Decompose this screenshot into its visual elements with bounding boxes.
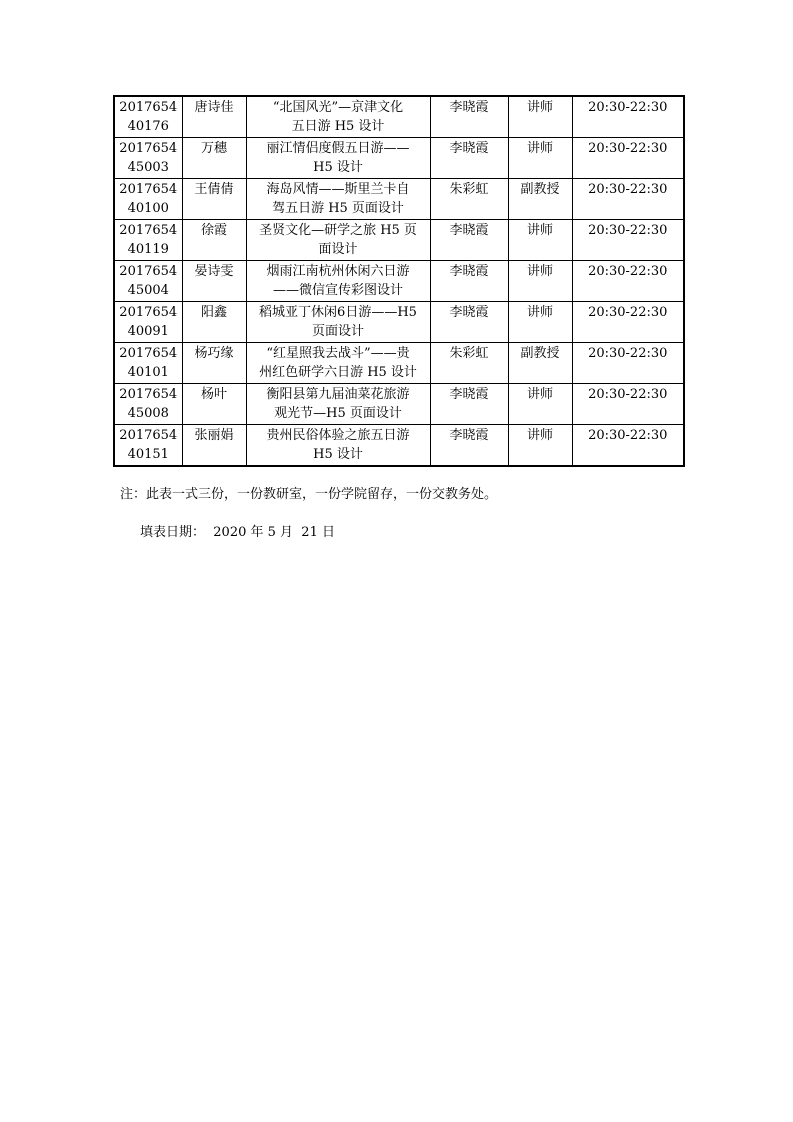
student-name-cell [182,179,246,220]
time-cell [572,343,684,384]
time-cell-line: 20:30-22:30 [588,264,668,279]
student-name-cell [182,343,246,384]
advisor-cell [430,261,508,302]
advisor-title-cell-line: 讲师 [526,141,553,156]
advisor-title-cell-line: 讲师 [526,305,553,320]
student-id-cell-line: 2017654 [119,428,178,443]
table-note: 注：此表一式三份，一份教研室，一份学院留存，一份交教务处。 [120,487,498,502]
time-cell-line: 20:30-22:30 [588,141,668,156]
student-name-cell-line: 杨巧缘 [194,346,234,361]
student-id-cell-line: 45003 [127,160,169,175]
time-cell-line: 20:30-22:30 [588,428,668,443]
student-id-cell [114,343,182,384]
advisor-title-cell-line: 副教授 [520,182,560,197]
topic-cell-line: “北国风光”—京津文化 [272,100,404,115]
topic-cell-line: 稻城亚丁休闲6日游——H5 [259,305,417,320]
advisor-cell [430,220,508,261]
time-cell-line: 20:30-22:30 [588,387,668,402]
time-cell [572,384,684,425]
topic-cell-line: 州红色研学六日游 H5 设计 [259,365,417,380]
student-name-cell [182,261,246,302]
student-name-cell-line: 徐霞 [200,223,227,238]
advisor-title-cell [508,220,572,261]
advisor-cell-line: 朱彩虹 [449,182,489,197]
student-id-cell-line: 2017654 [119,305,178,320]
topic-cell-line: 页面设计 [311,324,364,339]
table-body [114,96,684,466]
student-id-cell [114,220,182,261]
advisor-title-cell [508,302,572,343]
table-row [114,343,684,384]
topic-cell-line: “红星照我去战斗”——贵 [266,346,410,361]
advisor-cell-line: 朱彩虹 [449,346,489,361]
time-cell-line: 20:30-22:30 [588,100,668,115]
advisor-title-cell-line: 讲师 [526,100,553,115]
time-cell-line: 20:30-22:30 [588,182,668,197]
topic-cell-line: 驾五日游 H5 页面设计 [272,201,404,216]
student-name-cell [182,220,246,261]
advisor-cell-line: 李晓霞 [449,387,489,402]
student-name-cell-line: 唐诗佳 [194,100,234,115]
topic-cell [246,425,430,467]
student-id-cell-line: 2017654 [119,182,178,197]
topic-cell-line: 观光节—H5 页面设计 [274,406,402,421]
student-name-cell [182,425,246,467]
time-cell [572,261,684,302]
student-id-cell [114,261,182,302]
student-id-cell [114,179,182,220]
time-cell [572,220,684,261]
table-row [114,96,684,138]
advisor-title-cell [508,384,572,425]
time-cell-line: 20:30-22:30 [588,305,668,320]
student-id-cell-line: 45008 [127,406,169,421]
student-name-cell [182,384,246,425]
topic-cell [246,302,430,343]
advisor-cell [430,384,508,425]
time-cell [572,302,684,343]
topic-cell-line: 衡阳县第九届油菜花旅游 [266,387,410,402]
student-id-cell-line: 2017654 [119,387,178,402]
fill-date-value: 2020 年 5 月 21 日 [213,525,335,540]
table-row [114,384,684,425]
advisor-title-cell [508,343,572,384]
advisor-title-cell [508,261,572,302]
advisor-cell [430,138,508,179]
topic-cell [246,261,430,302]
topic-cell-line: 丽江情侣度假五日游—— [266,141,410,156]
student-name-cell-line: 王倩倩 [194,182,234,197]
time-cell [572,425,684,467]
time-cell [572,96,684,138]
advisor-title-cell-line: 讲师 [526,223,553,238]
student-id-cell-line: 2017654 [119,141,178,156]
topic-cell [246,138,430,179]
advisor-cell [430,302,508,343]
advisor-title-cell [508,425,572,467]
topic-cell-line: 烟雨江南杭州休闲六日游 [266,264,410,279]
student-id-cell-line: 40151 [127,447,169,462]
topic-cell-line: ——微信宣传彩图设计 [272,283,403,298]
advisor-cell [430,179,508,220]
advisor-cell [430,343,508,384]
student-name-cell-line: 阳鑫 [200,305,227,320]
student-id-cell [114,302,182,343]
topic-cell-line: 贵州民俗体验之旅五日游 [266,428,410,443]
advisor-cell-line: 李晓霞 [449,141,489,156]
advisor-cell [430,425,508,467]
time-cell-line: 20:30-22:30 [588,346,668,361]
fill-date [140,524,335,542]
student-name-cell-line: 晏诗雯 [194,264,234,279]
advisor-cell-line: 李晓霞 [449,264,489,279]
time-cell-line: 20:30-22:30 [588,223,668,238]
advisor-title-cell-line: 讲师 [526,387,553,402]
advisor-cell [430,96,508,138]
topic-cell [246,220,430,261]
time-cell [572,179,684,220]
topic-cell [246,96,430,138]
student-id-cell-line: 40101 [127,365,169,380]
student-name-cell-line: 张丽娟 [194,428,234,443]
student-name-cell [182,138,246,179]
topic-cell [246,179,430,220]
student-id-cell-line: 2017654 [119,100,178,115]
fill-date-label: 填表日期： [140,525,206,540]
student-id-cell-line: 2017654 [119,264,178,279]
student-id-cell-line: 2017654 [119,223,178,238]
table-row [114,138,684,179]
student-id-cell [114,138,182,179]
student-name-cell-line: 万穗 [200,141,227,156]
student-id-cell-line: 40119 [127,242,169,257]
advisor-cell-line: 李晓霞 [449,428,489,443]
advisor-title-cell [508,96,572,138]
defense-schedule-table [113,95,685,467]
advisor-title-cell-line: 副教授 [520,346,560,361]
student-id-cell [114,384,182,425]
topic-cell-line: H5 设计 [313,160,363,175]
advisor-title-cell-line: 讲师 [526,428,553,443]
student-name-cell-line: 杨叶 [200,387,227,402]
topic-cell-line: 圣贤文化—研学之旅 H5 页 [259,223,417,238]
advisor-title-cell-line: 讲师 [526,264,553,279]
topic-cell-line: 海岛风情——斯里兰卡自 [266,182,410,197]
table-row [114,220,684,261]
table-row [114,302,684,343]
student-id-cell-line: 40176 [127,119,169,134]
advisor-cell-line: 李晓霞 [449,305,489,320]
table-row [114,425,684,467]
advisor-title-cell [508,138,572,179]
student-name-cell [182,96,246,138]
table-row [114,261,684,302]
topic-cell-line: 面设计 [318,242,358,257]
advisor-cell-line: 李晓霞 [449,223,489,238]
student-id-cell [114,425,182,467]
student-id-cell-line: 40100 [127,201,169,216]
student-name-cell [182,302,246,343]
topic-cell-line: H5 设计 [313,447,363,462]
topic-cell-line: 五日游 H5 设计 [291,119,385,134]
topic-cell [246,384,430,425]
topic-cell [246,343,430,384]
advisor-cell-line: 李晓霞 [449,100,489,115]
advisor-title-cell [508,179,572,220]
student-id-cell-line: 45004 [127,283,169,298]
student-id-cell-line: 40091 [127,324,169,339]
time-cell [572,138,684,179]
student-id-cell [114,96,182,138]
student-id-cell-line: 2017654 [119,346,178,361]
table-row [114,179,684,220]
